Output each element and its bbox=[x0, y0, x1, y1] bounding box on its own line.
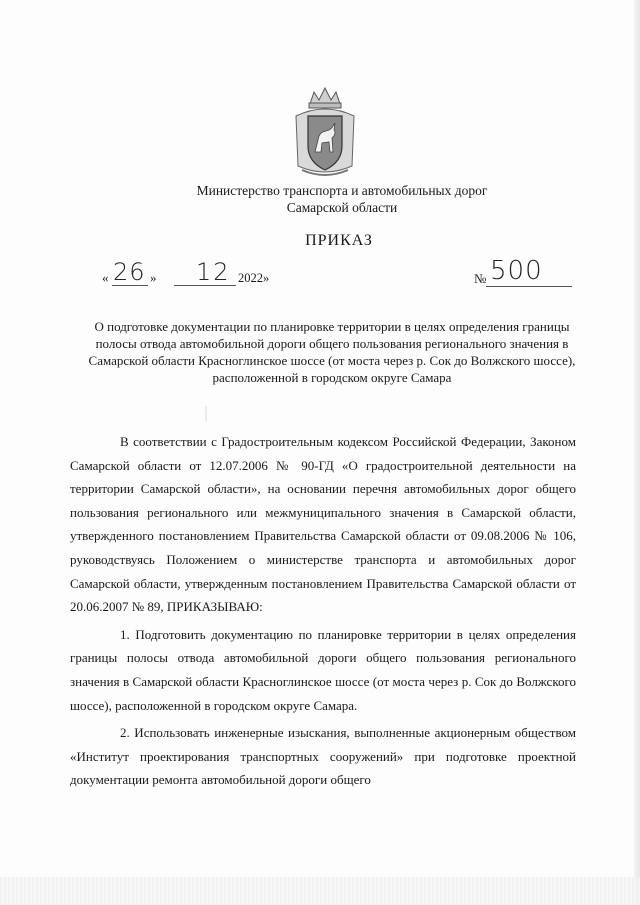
document-title: О подготовке документации по планировке территории в целях определения границы полосы отвода автомобильной дороги общего пользования регионального значения в Самарской области Красноглинское шоссе (от моста через р. Сок до Волжского шоссе), расположенной в городском округе Самара bbox=[88, 319, 576, 385]
order-item-2: 2. Использовать инженерные изыскания, выполненные акционерным обществом «Институт проектирования транспортных сооружений» при подготовке проектной документации ремонта автомобильной дороги общего bbox=[70, 725, 576, 788]
scan-edge bbox=[634, 0, 640, 905]
order-item-1: 1. Подготовить документацию по планировке территории в целях определения границы полосы отвода автомобильной дороги общего пользования регионального значения в Самарской области Красноглинское шоссе (от моста через р. Сок до Волжского шоссе), расположенной в городском округе Самара. bbox=[70, 626, 576, 713]
date-month-underline bbox=[174, 285, 236, 286]
ministry-line-1: Министерство транспорта и автомобильных дорог bbox=[196, 183, 488, 198]
document-number: 500 bbox=[490, 256, 543, 286]
ministry-line-2: Самарской области bbox=[286, 200, 398, 215]
date-quote-open: « bbox=[102, 270, 109, 285]
date-day-underline bbox=[112, 285, 148, 286]
samara-coat-of-arms-icon bbox=[288, 86, 362, 182]
number-sign: № bbox=[474, 271, 487, 286]
date-quote-close: » bbox=[150, 270, 157, 285]
number-underline bbox=[486, 286, 572, 287]
date-year: 2022» bbox=[238, 271, 270, 285]
document-type: ПРИКАЗ bbox=[305, 232, 373, 249]
date-day: 26 bbox=[113, 258, 146, 286]
date-month: 12 bbox=[196, 258, 231, 286]
ministry-name bbox=[0, 182, 640, 216]
scan-artifact bbox=[205, 406, 207, 422]
document-type-heading bbox=[0, 232, 640, 250]
scan-noise bbox=[0, 877, 640, 905]
document-body bbox=[70, 430, 576, 792]
preamble-paragraph: В соответствии с Градостроительным кодексом Российской Федерации, Законом Самарской области от 12.07.2006 № 90-ГД «О градостроительной деятельности на территории Самарской области», на основании перечня автомобильных дорог общего пользования регионального или межмуниципального значения в Самарской области, утвержденного постановлением Правительства Самарской области от 09.08.2006 № 106, руководствуясь Положением о министерстве транспорта и автомобильных дорог Самарской области, утвержденным постановлением Правительства Самарской области от 20.06.2007 № 89, ПРИКАЗЫВАЮ: bbox=[70, 434, 576, 615]
document-date bbox=[102, 258, 302, 290]
